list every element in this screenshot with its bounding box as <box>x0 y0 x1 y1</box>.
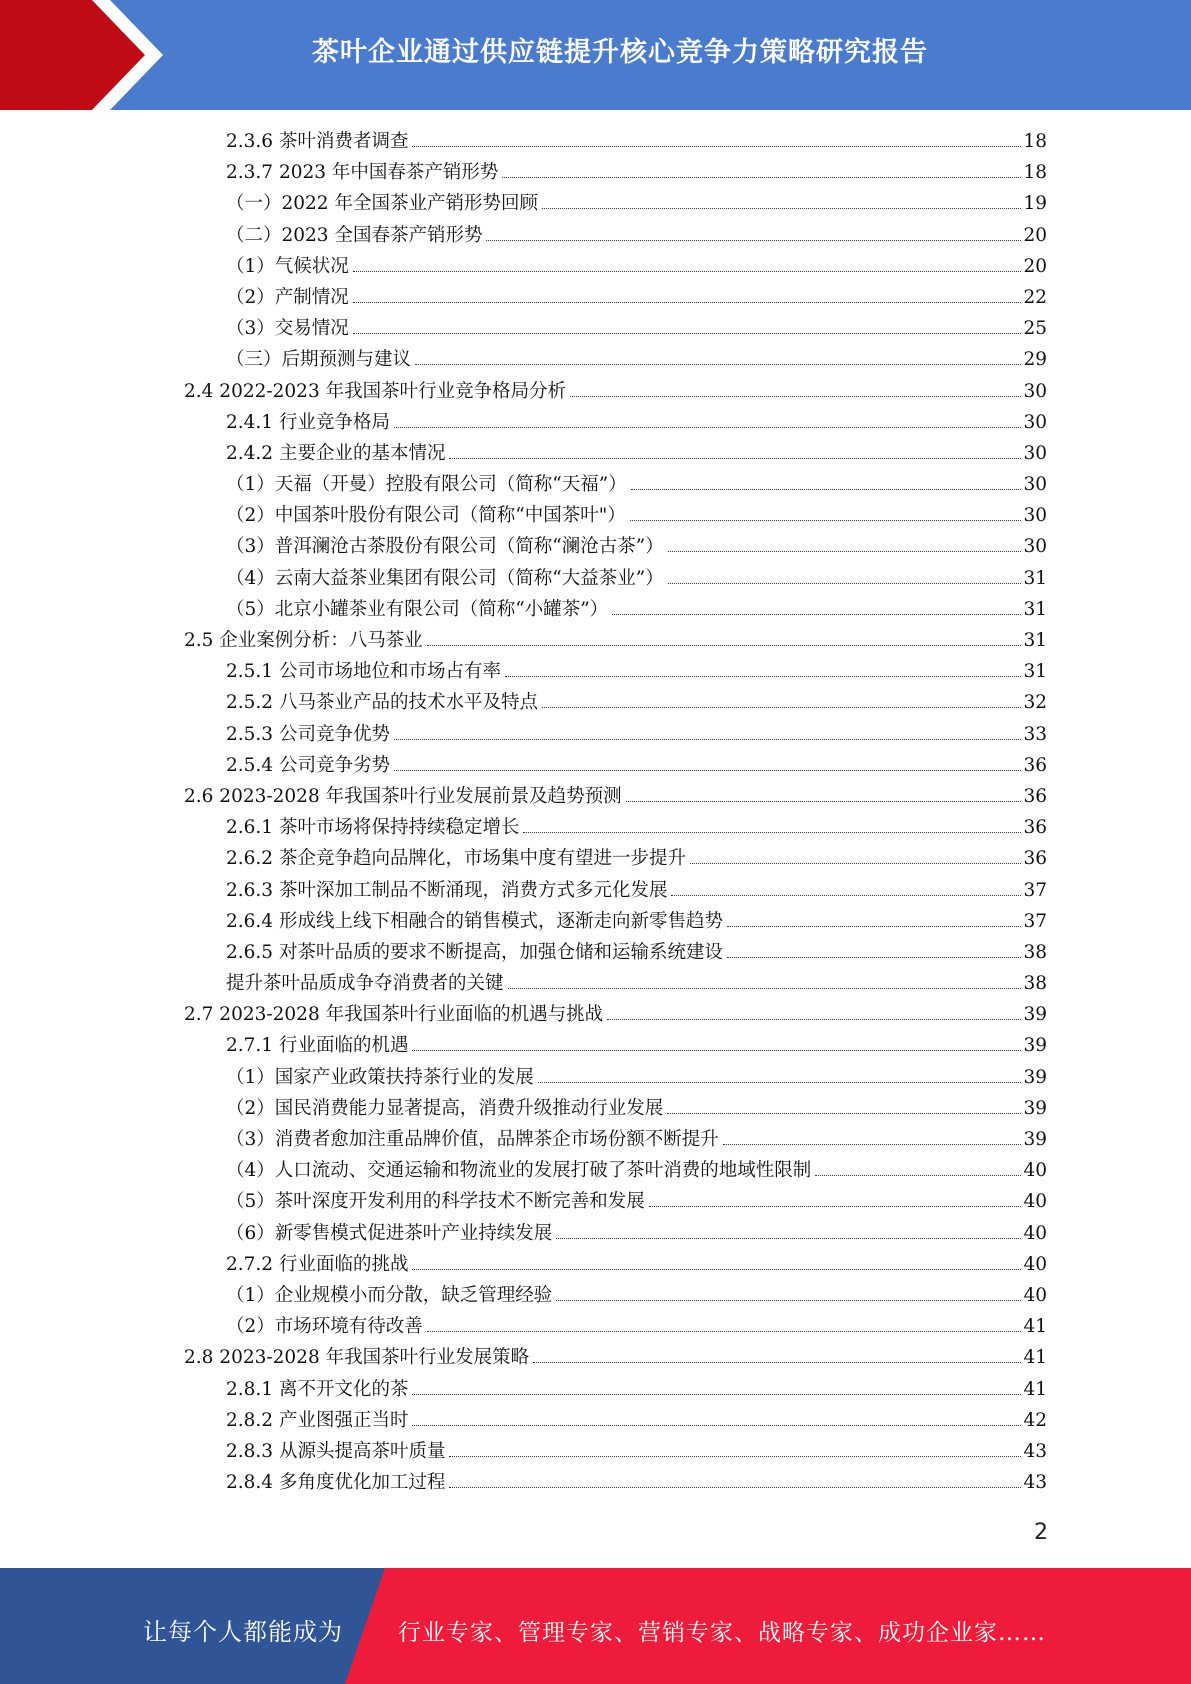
toc-entry[interactable] <box>0 1062 1191 1093</box>
toc-entry-page: 22 <box>1023 286 1047 308</box>
toc-entry[interactable] <box>0 376 1191 407</box>
toc-entry-page: 36 <box>1023 848 1047 870</box>
toc-leader-dots <box>523 831 1021 833</box>
toc-entry[interactable] <box>0 407 1191 438</box>
toc-leader-dots <box>394 426 1021 428</box>
toc-entry-page: 30 <box>1023 505 1047 527</box>
toc-entry[interactable] <box>0 843 1191 874</box>
toc-entry-page: 41 <box>1023 1347 1047 1369</box>
toc-leader-dots <box>449 1455 1021 1457</box>
toc-entry-page: 25 <box>1023 318 1047 340</box>
toc-entry-title: 2.5.3 公司竞争优势 <box>226 723 390 745</box>
toc-entry-title: （4）云南大益茶业集团有限公司（简称“大益茶业”） <box>226 567 664 589</box>
toc-leader-dots <box>412 1424 1021 1426</box>
toc-entry-page: 30 <box>1023 442 1047 464</box>
toc-entry[interactable] <box>0 750 1191 781</box>
toc-leader-dots <box>727 925 1021 927</box>
toc-entry-title: 2.8.4 多角度优化加工过程 <box>226 1472 446 1494</box>
toc-entry[interactable] <box>0 313 1191 344</box>
toc-entry-page: 41 <box>1023 1316 1047 1338</box>
toc-entry-page: 39 <box>1023 1129 1047 1150</box>
toc-leader-dots <box>570 395 1021 397</box>
table-of-contents <box>0 126 1191 1498</box>
toc-entry-title: （3）消费者愈加注重品牌价值，品牌茶企市场份额不断提升 <box>226 1129 719 1150</box>
toc-entry[interactable] <box>0 1124 1191 1155</box>
toc-entry[interactable] <box>0 594 1191 625</box>
toc-entry-title: 2.5.2 八马茶业产品的技术水平及特点 <box>226 692 538 714</box>
toc-entry[interactable] <box>0 906 1191 937</box>
toc-entry-title: （2）产制情况 <box>226 286 349 308</box>
toc-leader-dots <box>353 332 1022 334</box>
toc-entry[interactable] <box>0 1030 1191 1061</box>
toc-entry-title: 2.5.1 公司市场地位和市场占有率 <box>226 661 501 683</box>
toc-entry-title: 2.7.2 行业面临的挑战 <box>226 1253 409 1275</box>
toc-entry-page: 38 <box>1023 941 1047 963</box>
toc-entry[interactable] <box>0 687 1191 718</box>
toc-leader-dots <box>502 176 1021 178</box>
report-title: 茶叶企业通过供应链提升核心竞争力策略研究报告 <box>312 37 928 68</box>
toc-entry-title: 2.6.2 茶企竞争趋向品牌化，市场集中度有望进一步提升 <box>226 848 686 870</box>
toc-leader-dots <box>505 675 1021 677</box>
toc-leader-dots <box>556 1299 1021 1301</box>
toc-entry-title: （2）中国茶叶股份有限公司（简称“中国茶叶"） <box>226 505 626 527</box>
toc-leader-dots <box>538 1081 1022 1083</box>
toc-entry-page: 40 <box>1023 1284 1047 1306</box>
toc-leader-dots <box>607 1018 1021 1020</box>
toc-entry-title: （1）天福（开曼）控股有限公司（简称“天福”） <box>226 474 627 496</box>
page-footer <box>0 1568 1191 1684</box>
toc-leader-dots <box>542 207 1021 209</box>
toc-entry-title: 2.8.1 离不开文化的茶 <box>226 1378 409 1400</box>
toc-entry[interactable] <box>0 1467 1191 1498</box>
toc-entry-page: 42 <box>1023 1409 1047 1431</box>
toc-entry-page: 31 <box>1023 630 1047 651</box>
toc-entry-page: 40 <box>1023 1191 1047 1213</box>
toc-entry-title: （三）后期预测与建议 <box>226 349 412 371</box>
toc-entry-page: 39 <box>1023 1035 1047 1057</box>
toc-entry-title: （5）北京小罐茶业有限公司（简称“小罐茶”） <box>226 598 609 620</box>
toc-leader-dots <box>427 644 1022 646</box>
toc-entry-title: 提升茶叶品质成争夺消费者的关键 <box>226 973 504 995</box>
toc-entry-page: 39 <box>1023 1004 1047 1026</box>
toc-entry[interactable] <box>0 1374 1191 1405</box>
toc-entry-page: 43 <box>1023 1472 1047 1494</box>
toc-entry[interactable] <box>0 157 1191 188</box>
toc-entry[interactable] <box>0 344 1191 375</box>
toc-entry-page: 36 <box>1023 817 1047 839</box>
toc-entry-title: （1）企业规模小而分散，缺乏管理经验 <box>226 1284 553 1306</box>
toc-leader-dots <box>427 1330 1022 1332</box>
toc-leader-dots <box>727 956 1021 958</box>
toc-entry-page: 30 <box>1023 380 1047 402</box>
toc-entry-page: 30 <box>1023 411 1047 433</box>
toc-leader-dots <box>668 550 1022 552</box>
footer-slogan-right: 行业专家、管理专家、营销专家、战略专家、成功企业家…… <box>398 1620 1046 1646</box>
toc-entry[interactable] <box>0 937 1191 968</box>
toc-entry-page: 39 <box>1023 1097 1047 1119</box>
toc-leader-dots <box>626 800 1022 802</box>
toc-entry[interactable] <box>0 1249 1191 1280</box>
toc-leader-dots <box>723 1143 1022 1145</box>
toc-leader-dots <box>449 457 1021 459</box>
toc-entry-page: 31 <box>1023 567 1047 589</box>
toc-entry-title: （一）2022 年全国茶业产销形势回顾 <box>226 193 538 215</box>
toc-entry-title: 2.7 2023-2028 年我国茶叶行业面临的机遇与挑战 <box>184 1004 604 1026</box>
toc-entry-page: 18 <box>1023 131 1047 152</box>
toc-entry[interactable] <box>0 251 1191 282</box>
toc-entry-page: 33 <box>1023 723 1047 745</box>
toc-entry-title: （4）人口流动、交通运输和物流业的发展打破了茶叶消费的地域性限制 <box>226 1160 812 1182</box>
toc-leader-dots <box>353 270 1022 272</box>
toc-entry[interactable] <box>0 563 1191 594</box>
toc-entry[interactable] <box>0 1342 1191 1373</box>
toc-entry-title: 2.8.2 产业图强正当时 <box>226 1409 409 1431</box>
toc-entry-page: 38 <box>1023 973 1047 995</box>
toc-entry[interactable] <box>0 1155 1191 1186</box>
toc-leader-dots <box>449 1486 1021 1488</box>
toc-entry[interactable] <box>0 1436 1191 1467</box>
toc-leader-dots <box>508 987 1022 989</box>
toc-entry[interactable] <box>0 282 1191 313</box>
toc-entry-page: 43 <box>1023 1440 1047 1462</box>
toc-entry[interactable] <box>0 469 1191 500</box>
toc-entry[interactable] <box>0 438 1191 469</box>
toc-entry-title: 2.4 2022-2023 年我国茶叶行业竞争格局分析 <box>184 380 567 402</box>
toc-leader-dots <box>412 1049 1021 1051</box>
toc-entry-page: 40 <box>1023 1253 1047 1275</box>
toc-leader-dots <box>486 239 1021 241</box>
toc-entry-title: 2.5 企业案例分析：八马茶业 <box>184 630 423 651</box>
toc-leader-dots <box>415 363 1021 365</box>
toc-entry-title: （二）2023 全国春茶产销形势 <box>226 224 483 246</box>
toc-leader-dots <box>412 1268 1021 1270</box>
toc-entry-title: （3）普洱澜沧古茶股份有限公司（简称“澜沧古茶”） <box>226 536 664 558</box>
toc-entry-page: 32 <box>1023 692 1047 714</box>
toc-entry[interactable] <box>0 719 1191 750</box>
toc-entry[interactable] <box>0 500 1191 531</box>
toc-leader-dots <box>556 1237 1021 1239</box>
toc-leader-dots <box>542 706 1021 708</box>
toc-entry-title: 2.4.2 主要企业的基本情况 <box>226 442 446 464</box>
toc-entry[interactable] <box>0 531 1191 562</box>
toc-entry-title: 2.8 2023-2028 年我国茶叶行业发展策略 <box>184 1347 530 1369</box>
toc-entry[interactable] <box>0 1093 1191 1124</box>
toc-entry-title: 2.6.4 形成线上线下相融合的销售模式，逐渐走向新零售趋势 <box>226 910 723 932</box>
toc-entry[interactable] <box>0 1405 1191 1436</box>
toc-entry-title: 2.8.3 从源头提高茶叶质量 <box>226 1440 446 1462</box>
toc-leader-dots <box>630 519 1022 521</box>
toc-entry[interactable] <box>0 1218 1191 1249</box>
toc-leader-dots <box>412 145 1021 147</box>
toc-entry[interactable] <box>0 188 1191 219</box>
toc-entry-page: 40 <box>1023 1160 1047 1182</box>
toc-entry-title: 2.3.7 2023 年中国春茶产销形势 <box>226 162 499 184</box>
toc-entry-page: 39 <box>1023 1066 1047 1088</box>
toc-leader-dots <box>394 738 1021 740</box>
toc-entry[interactable] <box>0 875 1191 906</box>
toc-leader-dots <box>412 1393 1021 1395</box>
toc-entry-page: 29 <box>1023 349 1047 371</box>
toc-entry-page: 37 <box>1023 910 1047 932</box>
toc-entry[interactable] <box>0 625 1191 656</box>
toc-entry-title: 2.5.4 公司竞争劣势 <box>226 754 390 776</box>
toc-leader-dots <box>668 582 1022 584</box>
footer-slogan-left: 让每个人都能成为 <box>143 1618 343 1646</box>
toc-entry-page: 37 <box>1023 879 1047 901</box>
toc-leader-dots <box>649 1205 1022 1207</box>
toc-leader-dots <box>815 1174 1021 1176</box>
toc-entry-title: （5）茶叶深度开发利用的科学技术不断完善和发展 <box>226 1191 645 1213</box>
toc-leader-dots <box>612 613 1021 615</box>
toc-entry[interactable] <box>0 781 1191 812</box>
toc-entry-title: （1）气候状况 <box>226 255 349 277</box>
toc-entry[interactable] <box>0 999 1191 1030</box>
toc-leader-dots <box>667 1112 1021 1114</box>
toc-entry[interactable] <box>0 968 1191 999</box>
toc-entry-title: 2.6.3 茶叶深加工制品不断涌现，消费方式多元化发展 <box>226 879 668 901</box>
toc-entry[interactable] <box>0 812 1191 843</box>
toc-leader-dots <box>394 769 1021 771</box>
toc-entry[interactable] <box>0 1311 1191 1342</box>
toc-entry[interactable] <box>0 656 1191 687</box>
toc-leader-dots <box>353 301 1022 303</box>
toc-entry-title: 2.6.5 对茶叶品质的要求不断提高，加强仓储和运输系统建设 <box>226 941 723 963</box>
toc-entry-page: 40 <box>1023 1222 1047 1244</box>
toc-entry-page: 20 <box>1023 224 1047 246</box>
toc-entry-title: 2.6 2023-2028 年我国茶叶行业发展前景及趋势预测 <box>184 785 622 807</box>
page-header <box>0 0 1191 110</box>
toc-entry-page: 20 <box>1023 255 1047 277</box>
toc-entry-title: 2.4.1 行业竞争格局 <box>226 411 390 433</box>
toc-entry-page: 19 <box>1023 193 1047 215</box>
toc-entry[interactable] <box>0 1186 1191 1217</box>
toc-entry-page: 18 <box>1023 162 1047 184</box>
toc-entry-page: 31 <box>1023 598 1047 620</box>
toc-entry[interactable] <box>0 1280 1191 1311</box>
toc-entry-page: 30 <box>1023 474 1047 496</box>
toc-entry-title: （2）市场环境有待改善 <box>226 1316 423 1338</box>
toc-entry-title: 2.7.1 行业面临的机遇 <box>226 1035 409 1057</box>
toc-entry-title: （2）国民消费能力显著提高，消费升级推动行业发展 <box>226 1097 664 1119</box>
toc-entry[interactable] <box>0 220 1191 251</box>
toc-entry-title: 2.3.6 茶叶消费者调查 <box>226 131 409 152</box>
toc-leader-dots <box>671 894 1021 896</box>
toc-entry-page: 36 <box>1023 785 1047 807</box>
toc-entry-title: （6）新零售模式促进茶叶产业持续发展 <box>226 1222 553 1244</box>
toc-entry-title: 2.6.1 茶叶市场将保持持续稳定增长 <box>226 817 520 839</box>
toc-entry-title: （1）国家产业政策扶持茶行业的发展 <box>226 1066 534 1088</box>
toc-entry[interactable] <box>0 126 1191 157</box>
toc-leader-dots <box>533 1361 1021 1363</box>
page-number: 2 <box>1034 1520 1048 1545</box>
toc-entry-page: 31 <box>1023 661 1047 683</box>
toc-entry-page: 30 <box>1023 536 1047 558</box>
toc-leader-dots <box>631 488 1022 490</box>
toc-entry-page: 41 <box>1023 1378 1047 1400</box>
toc-leader-dots <box>690 862 1021 864</box>
toc-entry-page: 36 <box>1023 754 1047 776</box>
toc-entry-title: （3）交易情况 <box>226 318 349 340</box>
